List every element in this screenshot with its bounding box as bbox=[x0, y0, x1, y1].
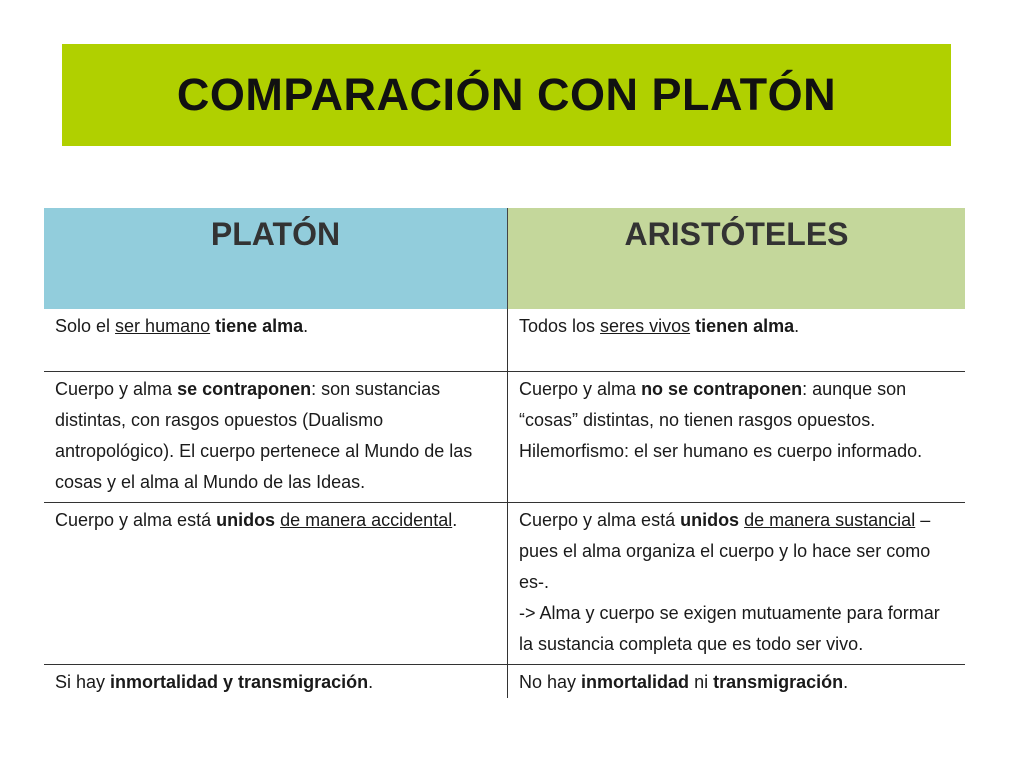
cell-plato bbox=[44, 503, 508, 665]
table-row bbox=[44, 503, 965, 665]
cell-aristoteles bbox=[508, 309, 966, 372]
cell-aristoteles bbox=[508, 503, 966, 665]
cell-text: : son sustancias distintas, con rasgos opuestos (Dualismo antropológico). El cuerpo pertenece al Mundo de las cosas y el alma al Mundo de las Ideas. bbox=[55, 379, 473, 492]
cell-text: Solo el bbox=[55, 316, 116, 336]
bold-text: transmigración bbox=[713, 672, 844, 692]
bold-text: tienen alma bbox=[695, 316, 795, 336]
cell-text: : aunque son “cosas” distintas, no tienen rasgos opuestos. bbox=[519, 379, 907, 430]
cell-plato bbox=[44, 665, 508, 699]
header-plato: PLATÓN bbox=[44, 208, 508, 309]
cell-text: No hay bbox=[519, 672, 582, 692]
cell-text: . bbox=[843, 672, 849, 692]
cell-text: . bbox=[303, 316, 309, 336]
bold-text: inmortalidad bbox=[581, 672, 690, 692]
comparison-table bbox=[44, 208, 965, 698]
cell-aristoteles bbox=[508, 665, 966, 699]
cell-text: -> Alma y cuerpo se exigen mutuamente para formar la sustancia completa que es todo ser vivo. bbox=[519, 603, 940, 654]
cell-text: . bbox=[368, 672, 374, 692]
cell-text: Hilemorfismo: el ser humano es cuerpo informado. bbox=[519, 441, 923, 461]
cell-text: –pues el alma organiza el cuerpo y lo hace ser como es-. bbox=[519, 510, 931, 592]
table-row bbox=[44, 309, 965, 372]
bold-text: se contraponen bbox=[177, 379, 312, 399]
bold-text: tiene alma bbox=[215, 316, 304, 336]
underlined-text: de manera sustancial bbox=[744, 510, 916, 530]
table-row bbox=[44, 665, 965, 699]
bold-text: unidos bbox=[216, 510, 276, 530]
cell-text: Cuerpo y alma bbox=[55, 379, 178, 399]
comparison-table-container bbox=[44, 208, 965, 698]
title-banner bbox=[62, 44, 951, 146]
header-row bbox=[44, 208, 965, 309]
cell-plato bbox=[44, 372, 508, 503]
cell-text: Cuerpo y alma está bbox=[55, 510, 217, 530]
slide-title: COMPARACIÓN CON PLATÓN bbox=[176, 69, 837, 120]
cell-plato bbox=[44, 309, 508, 372]
table-row bbox=[44, 372, 965, 503]
header-aristoteles: ARISTÓTELES bbox=[508, 208, 966, 309]
cell-text: . bbox=[452, 510, 458, 530]
bold-text: unidos bbox=[680, 510, 740, 530]
underlined-text: ser humano bbox=[115, 316, 211, 336]
cell-text: Cuerpo y alma está bbox=[519, 510, 681, 530]
underlined-text: seres vivos bbox=[600, 316, 691, 336]
underlined-text: de manera accidental bbox=[280, 510, 453, 530]
cell-text: Todos los bbox=[519, 316, 601, 336]
cell-aristoteles bbox=[508, 372, 966, 503]
bold-text: inmortalidad y transmigración bbox=[110, 672, 369, 692]
cell-text: Si hay bbox=[55, 672, 111, 692]
cell-text: . bbox=[794, 316, 800, 336]
cell-text: ni bbox=[689, 672, 714, 692]
bold-text: no se contraponen bbox=[641, 379, 803, 399]
cell-text: Cuerpo y alma bbox=[519, 379, 642, 399]
